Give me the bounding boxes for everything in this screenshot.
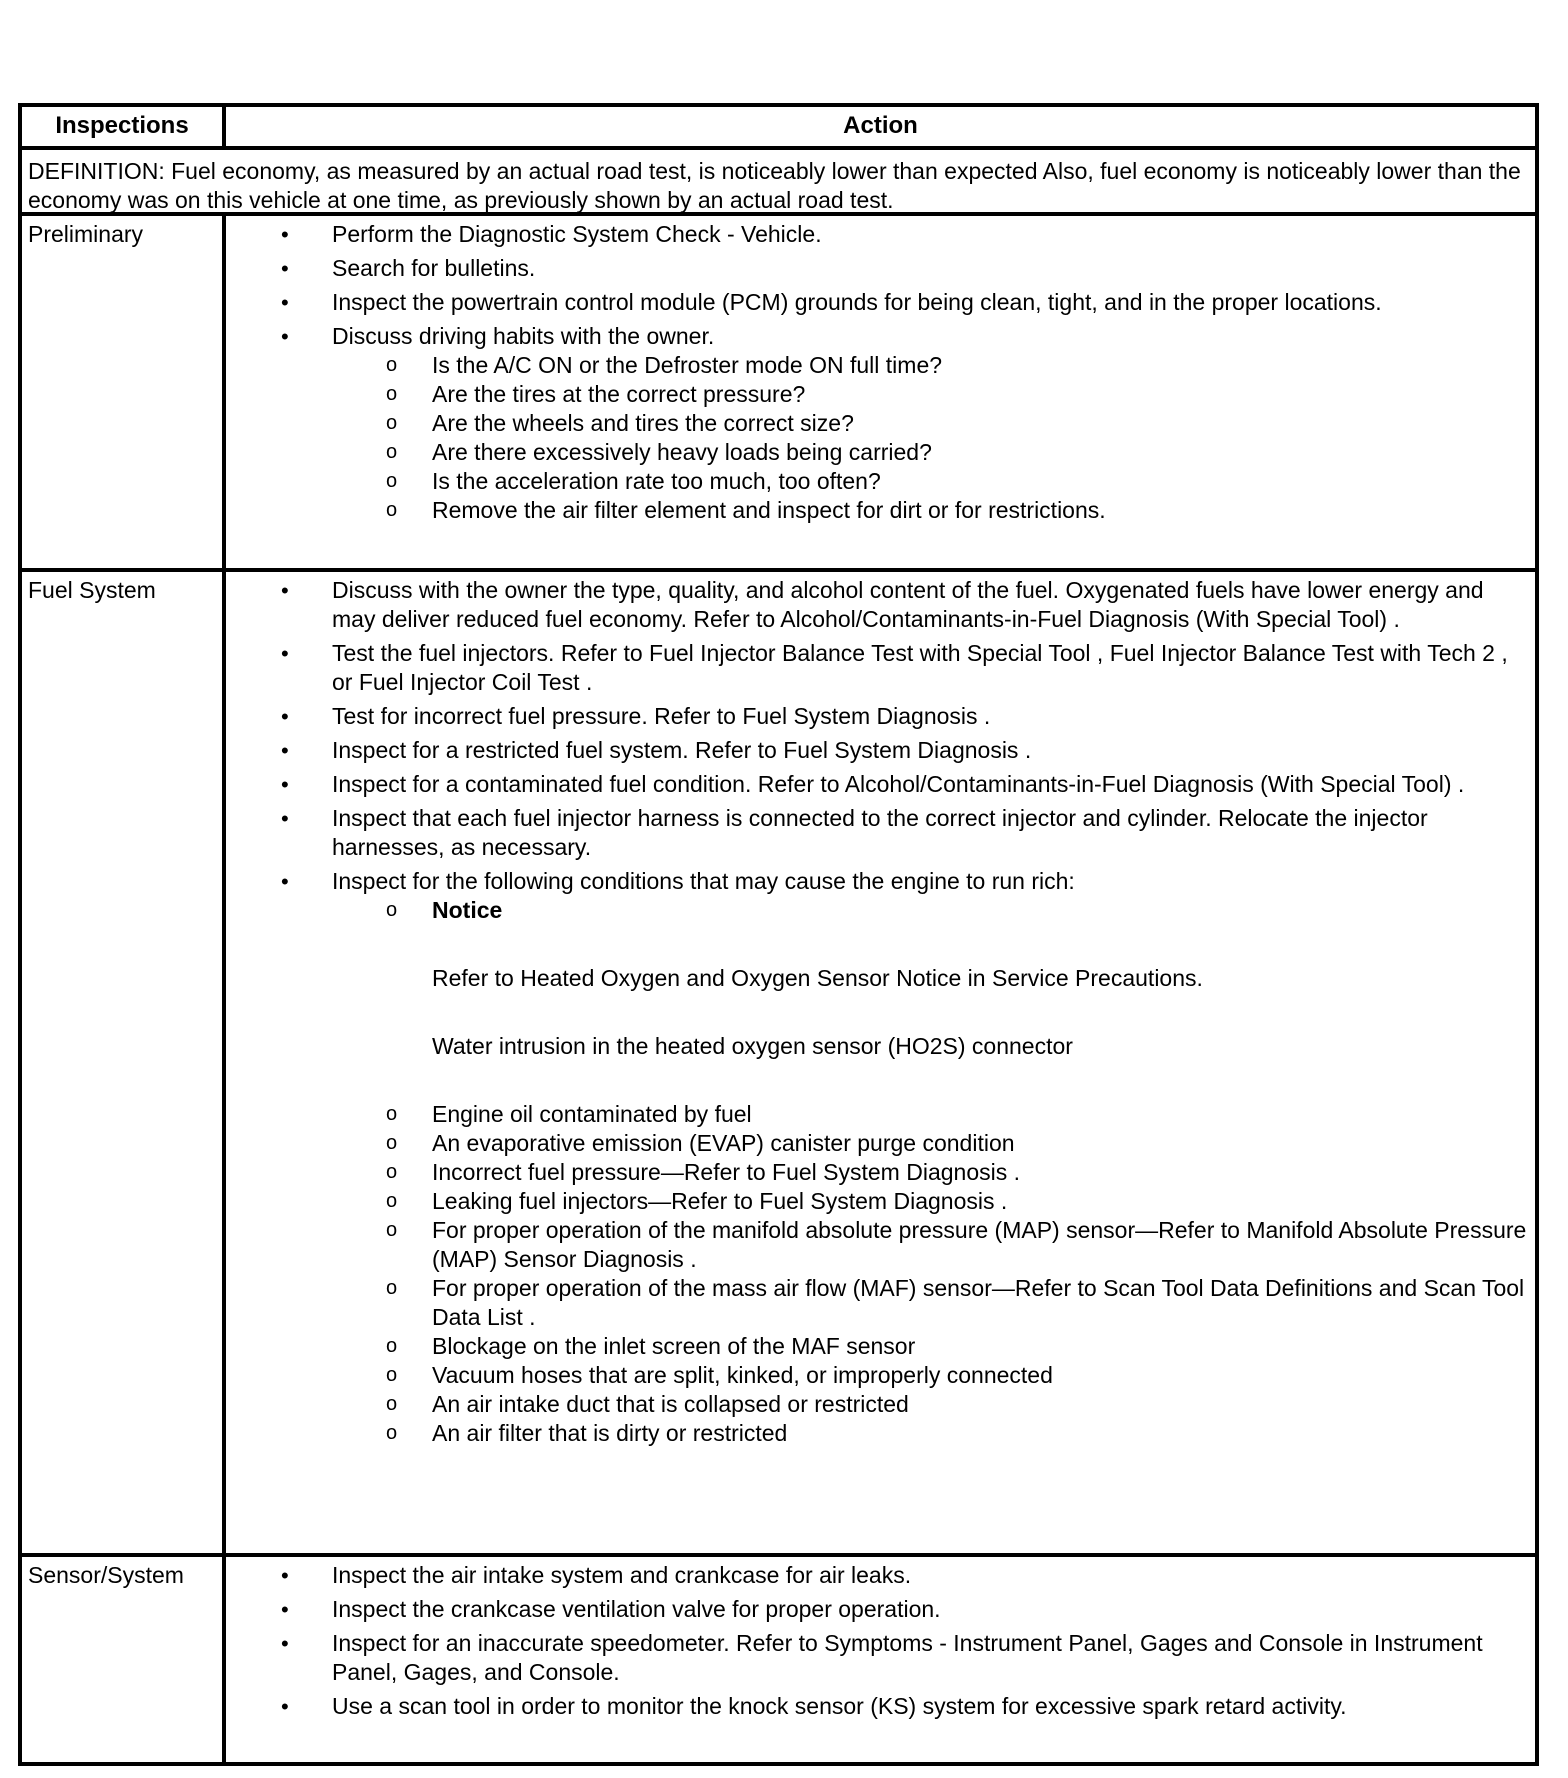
definition-row [22,146,1535,212]
sub-list-item: o Is the acceleration rate too much, too often? [332,467,1531,496]
sub-list-item: o Are there excessively heavy loads being carried? [332,438,1531,467]
sub-list-item: o Leaking fuel injectors—Refer to Fuel System Diagnosis . [332,1187,1531,1216]
sub-list-item: o Are the tires at the correct pressure? [332,380,1531,409]
list-item: • Inspect for an inaccurate speedometer. Refer to Symptoms - Instrument Panel, Gages and Console in Instrument Panel, Gages, and Console. [226,1629,1535,1687]
list-item: • Test for incorrect fuel pressure. Refer to Fuel System Diagnosis . [226,702,1535,731]
sub-list-item: o Vacuum hoses that are split, kinked, or improperly connected [332,1361,1531,1390]
preliminary-actions [226,216,1535,568]
sensor-system-actions [226,1557,1535,1762]
list-item: • Inspect for a contaminated fuel condition. Refer to Alcohol/Contaminants-in-Fuel Diagnosis (With Special Tool) . [226,770,1535,799]
category-sensor-system: Sensor/System [22,1557,226,1762]
sub-list-item: o Engine oil contaminated by fuel [332,1100,1531,1129]
sensor-system-row [22,1553,1535,1762]
sub-list-item: o An air filter that is dirty or restricted [332,1419,1531,1448]
list-item [226,867,1535,1448]
list-item: • Inspect for a restricted fuel system. Refer to Fuel System Diagnosis . [226,736,1535,765]
header-action: Action [843,112,918,139]
category-preliminary: Preliminary [22,216,226,568]
sub-list-item: o An evaporative emission (EVAP) canister purge condition [332,1129,1531,1158]
sub-list-item: o Incorrect fuel pressure—Refer to Fuel System Diagnosis . [332,1158,1531,1187]
fuel-system-actions [226,572,1535,1553]
definition-text: DEFINITION: Fuel economy, as measured by an actual road test, is noticeably lower than expected Also, fuel economy is noticeably lower than the economy was on this vehicle at one time, as previously shown by an actual road test. [28,158,1521,213]
list-item-text: Inspect for the following conditions that may cause the engine to run rich: [332,868,1075,894]
list-item: • Search for bulletins. [226,254,1535,283]
sub-list-item: o For proper operation of the mass air flow (MAF) sensor—Refer to Scan Tool Data Definitions and Scan Tool Data List . [332,1274,1531,1332]
list-item: • Use a scan tool in order to monitor the knock sensor (KS) system for excessive spark retard activity. [226,1692,1535,1721]
sub-list-item: o Is the A/C ON or the Defroster mode ON full time? [332,351,1531,380]
sub-list-item: o For proper operation of the manifold absolute pressure (MAP) sensor—Refer to Manifold Absolute Pressure (MAP) Sensor Diagnosis . [332,1216,1531,1274]
list-item-text: Discuss driving habits with the owner. [332,323,715,349]
list-item: • Inspect that each fuel injector harness is connected to the correct injector and cylinder. Relocate the injector harnesses, as necessary. [226,804,1535,862]
inspection-table [18,103,1539,1766]
list-item: • Test the fuel injectors. Refer to Fuel Injector Balance Test with Special Tool , Fuel Injector Balance Test with Tech 2 , or Fuel Injector Coil Test . [226,639,1535,697]
notice-item [332,896,1531,1061]
list-item: • Discuss with the owner the type, quality, and alcohol content of the fuel. Oxygenated fuels have lower energy and may deliver reduced fuel economy. Refer to Alcohol/Contaminants-in-Fuel Diagnosis (With Special Tool) . [226,576,1535,634]
sub-list-item: o An air intake duct that is collapsed or restricted [332,1390,1531,1419]
notice-title: o Notice [432,897,503,923]
list-item: • Inspect the air intake system and crankcase for air leaks. [226,1561,1535,1590]
table-header-row [22,107,1535,146]
notice-body-2: Water intrusion in the heated oxygen sensor (HO2S) connector [432,1033,1073,1059]
sub-list-item: o Blockage on the inlet screen of the MAF sensor [332,1332,1531,1361]
category-fuel-system: Fuel System [22,572,226,1553]
fuel-system-row [22,568,1535,1553]
preliminary-row [22,212,1535,568]
list-item [226,322,1535,525]
notice-body: Refer to Heated Oxygen and Oxygen Sensor Notice in Service Precautions. [432,965,1203,991]
sub-list-item: o Remove the air filter element and inspect for dirt or for restrictions. [332,496,1531,525]
header-inspections: Inspections [22,107,226,146]
list-item: • Inspect the crankcase ventilation valve for proper operation. [226,1595,1535,1624]
list-item: • Perform the Diagnostic System Check - Vehicle. [226,220,1535,249]
sub-list-item: o Are the wheels and tires the correct size? [332,409,1531,438]
list-item: • Inspect the powertrain control module (PCM) grounds for being clean, tight, and in the proper locations. [226,288,1535,317]
